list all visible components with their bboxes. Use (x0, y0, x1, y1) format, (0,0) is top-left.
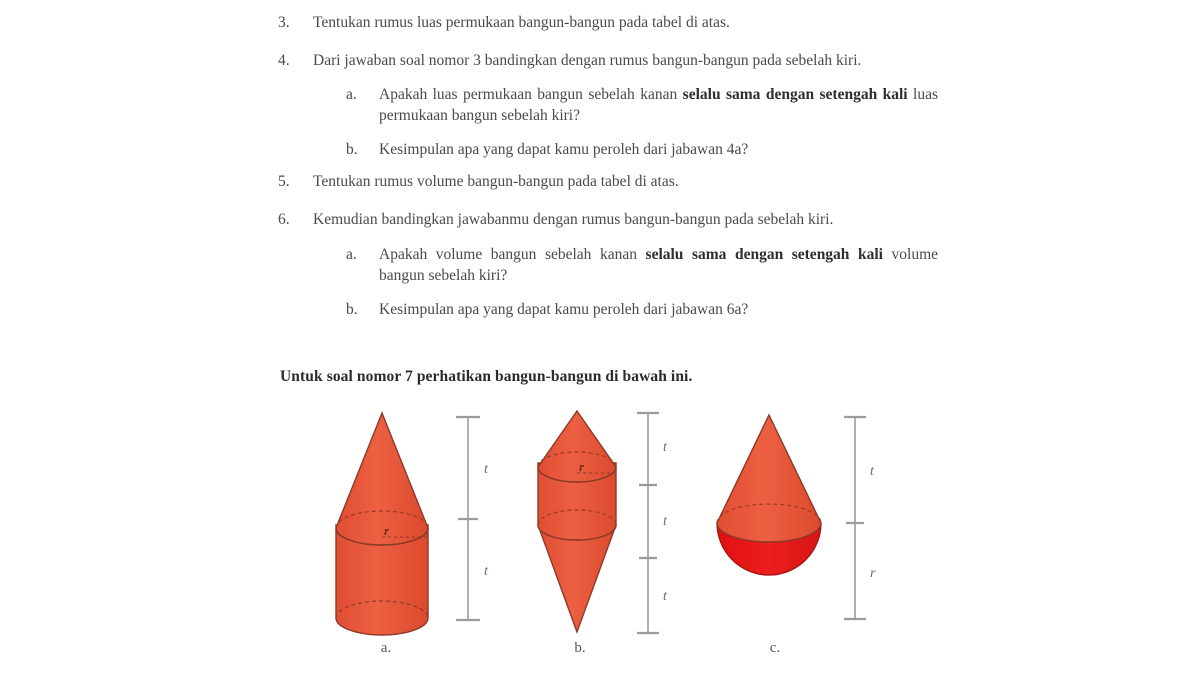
dimension-label-bottom: t (663, 589, 667, 604)
dimension-bar (456, 417, 489, 620)
sub-text-pre: Kesimpulan apa yang dapat kamu peroleh dari jabawan 4a? (379, 141, 749, 159)
inverted-cone-body (538, 525, 616, 632)
question-list (278, 12, 938, 331)
question-block (313, 50, 938, 160)
sub-text-pre: Apakah luas permukaan bangun sebelah kanan (379, 86, 683, 104)
question-number: 3. (278, 14, 290, 31)
sub-text-bold: selalu sama dengan setengah kali (682, 86, 908, 104)
sub-question-text (379, 299, 938, 320)
figure-c-drawing (705, 405, 905, 640)
cone-body (336, 413, 428, 545)
sub-text-pre: Kesimpulan apa yang dapat kamu peroleh dari jabawan 6a? (379, 300, 749, 318)
question-item-3 (278, 12, 938, 33)
question-text: Tentukan rumus luas permukaan bangun-bangun pada tabel di atas. (313, 14, 730, 31)
sub-text-bold: selalu sama dengan setengah kali (645, 245, 883, 263)
dimension-bar (844, 417, 876, 619)
sub-question-label: b. (346, 300, 358, 318)
sub-question-label: a. (346, 86, 357, 104)
figure-a-caption: a. (380, 640, 392, 656)
question-number: 4. (278, 52, 290, 70)
sub-question-item-4a (346, 84, 938, 126)
radius-label: r (579, 459, 585, 474)
sub-text-post: volume bangun sebelah kiri? (379, 245, 939, 284)
question-text: Tentukan rumus volume bangun-bangun pada tabel di atas. (313, 173, 679, 191)
sub-question-list (346, 84, 938, 160)
sub-question-list (346, 244, 938, 320)
figure-group (0, 405, 1200, 675)
sub-question-item-4b (346, 139, 938, 160)
sub-question-text (379, 244, 938, 286)
question-text: Dari jawaban soal nomor 3 bandingkan dengan rumus bangun-bangun pada sebelah kiri. (313, 52, 862, 70)
figure-b-drawing (520, 405, 690, 640)
figure-c-caption: c. (769, 640, 781, 656)
lead-in-text: Untuk soal nomor 7 perhatikan bangun-bangun di bawah ini. (280, 368, 693, 385)
sub-text-pre: Apakah volume bangun sebelah kanan (379, 245, 646, 263)
question-number: 6. (278, 211, 290, 229)
dimension-label-upper: t (484, 462, 488, 477)
question-block (313, 209, 938, 319)
sub-text-post: luas permukaan bangun sebelah kiri? (379, 86, 938, 125)
radius-label: r (384, 523, 390, 538)
dimension-bar (637, 413, 668, 633)
figure-a (318, 405, 508, 675)
cone-body (538, 411, 616, 482)
sub-question-label: a. (346, 245, 357, 263)
question-text: Kemudian bandingkan jawabanmu dengan rumus bangun-bangun pada sebelah kiri. (313, 211, 834, 229)
question-number: 5. (278, 173, 290, 191)
cone-body (717, 415, 821, 542)
figure-a-drawing (318, 405, 508, 640)
figure-b (520, 405, 690, 675)
dimension-label-upper: t (870, 464, 874, 479)
dimension-label-lower: t (484, 564, 488, 579)
sub-question-item-6a (346, 244, 938, 286)
sub-question-label: b. (346, 141, 358, 159)
sub-question-text (379, 139, 938, 160)
sub-question-text (379, 84, 938, 126)
dimension-label-lower: r (870, 566, 876, 581)
dimension-label-top: t (663, 440, 667, 455)
figure-b-caption: b. (574, 640, 586, 656)
question-item-6 (278, 209, 938, 319)
question-item-4 (278, 50, 938, 160)
question-item-5 (278, 171, 938, 192)
dimension-label-middle: t (663, 514, 667, 529)
figure-c (705, 405, 905, 675)
sub-question-item-6b (346, 299, 938, 320)
